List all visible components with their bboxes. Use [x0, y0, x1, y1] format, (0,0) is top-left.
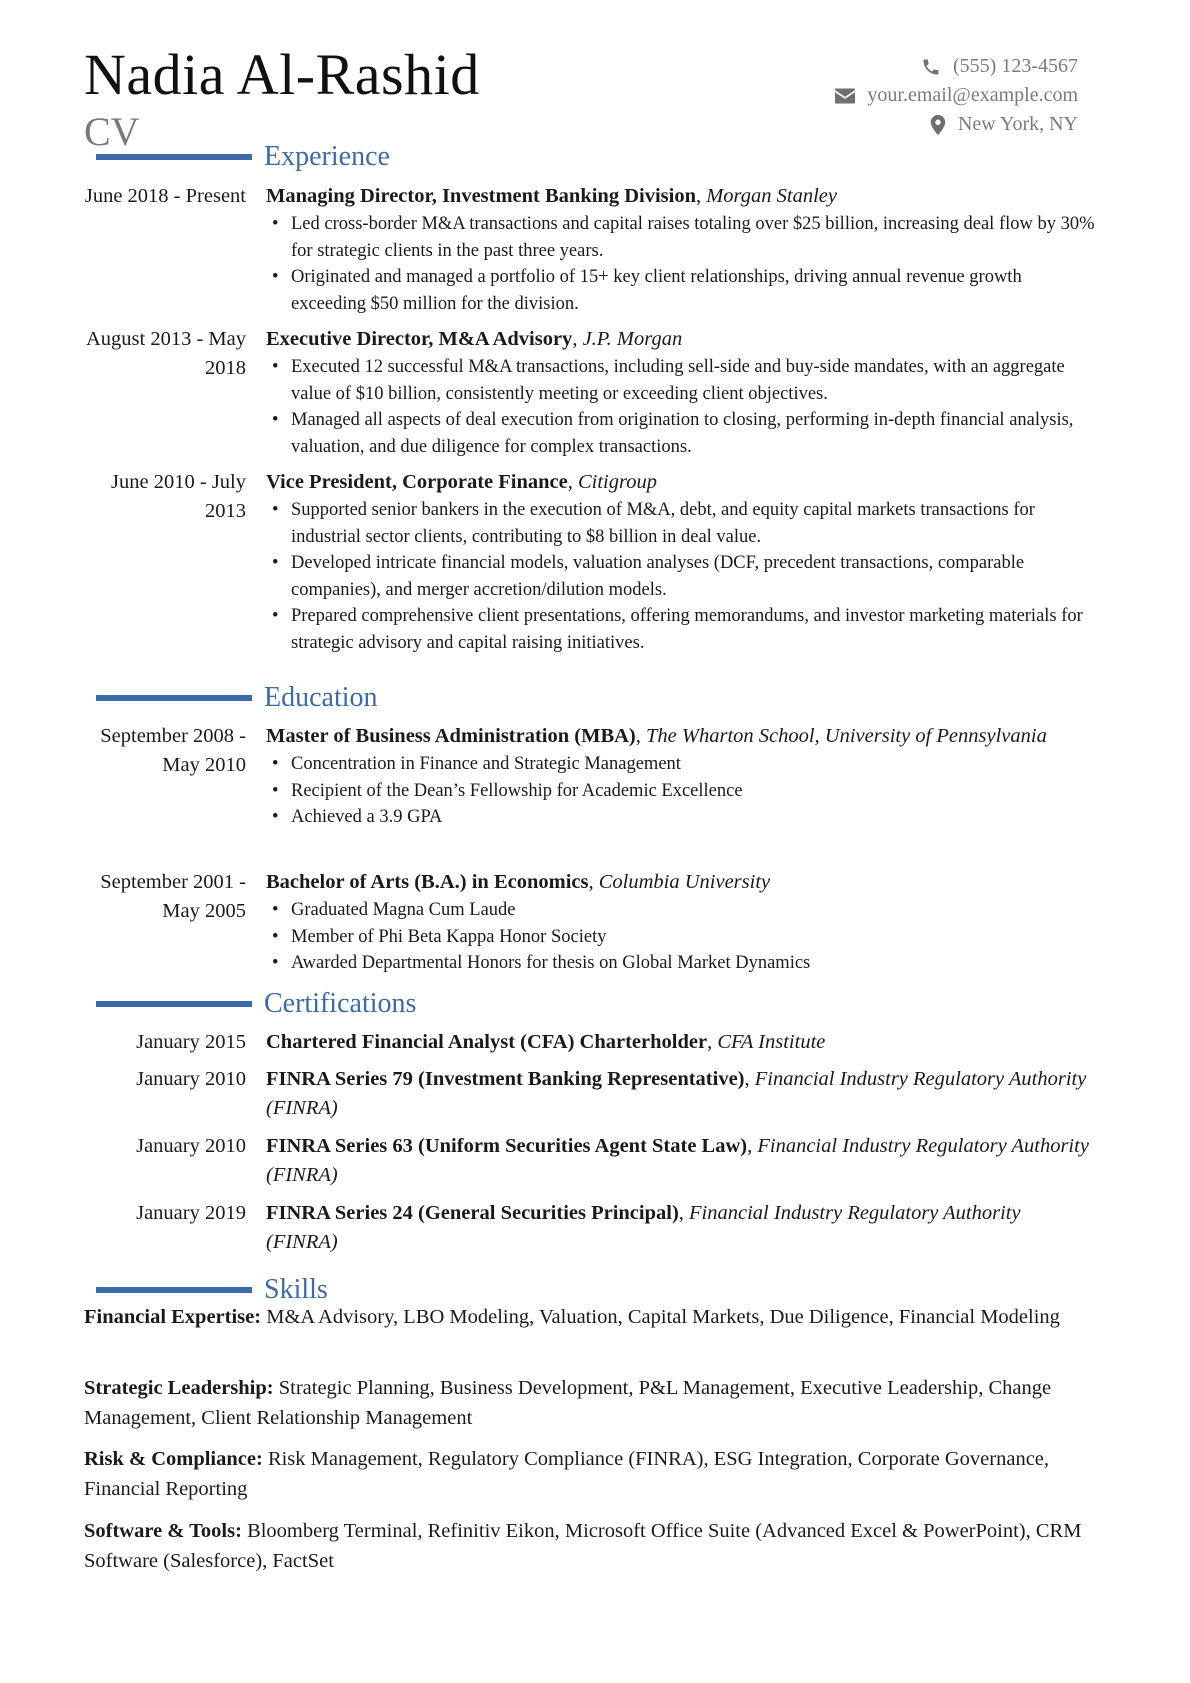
section-skills [96, 1274, 328, 1306]
list-item: • Awarded Departmental Honors for thesis on Global Market Dynamics [266, 950, 1096, 977]
skill-label: Software & Tools: [84, 1520, 242, 1542]
skill-row [84, 1445, 1114, 1504]
entry-role: Executive Director, M&A Advisory [266, 328, 573, 350]
skill-label: Risk & Compliance: [84, 1448, 263, 1470]
entry-organization: CFA Institute [717, 1031, 826, 1053]
skill-row [84, 1517, 1114, 1576]
entry-organization: Morgan Stanley [706, 185, 837, 207]
email-link[interactable]: your.email@example.com [867, 84, 1078, 106]
entry-date: June 2010 - July 2013 [111, 471, 246, 522]
list-item: • Developed intricate financial models, valuation analyses (DCF, precedent transactions, comparable companies), and merger accretion/dilution models. [266, 550, 1096, 603]
list-item: • Originated and managed a portfolio of 15+ key client relationships, driving annual revenue growth exceeding $50 million for the division. [266, 264, 1096, 317]
section-title: Certifications [264, 988, 417, 1019]
entry-role: Managing Director, Investment Banking Division [266, 185, 696, 207]
phone-number: (555) 123-4567 [953, 55, 1078, 77]
list-item: • Member of Phi Beta Kappa Honor Society [266, 924, 1096, 951]
location-text: New York, NY [957, 113, 1078, 135]
section-divider [96, 1287, 252, 1293]
document-subtitle: CV [84, 109, 140, 154]
envelope-icon [835, 88, 855, 104]
skill-row [84, 1374, 1114, 1433]
skill-text: Strategic Planning, Business Development, P&L Management, Executive Leadership, Change Management, Client Relationship Management [84, 1377, 1052, 1429]
certification-entry: January 2019 FINRA Series 24 (General Securities Principal), Financial Industry Regulatory Authority (FINRA) [84, 1199, 1114, 1257]
list-item: • Led cross-border M&A transactions and capital raises totaling over $25 billion, increasing deal flow by 30% for strategic clients in the past three years. [266, 211, 1096, 264]
skill-row [84, 1303, 1114, 1333]
entry-role: FINRA Series 24 (General Securities Principal) [266, 1202, 679, 1224]
list-item: • Concentration in Finance and Strategic Management [266, 751, 1096, 778]
list-item: • Recipient of the Dean’s Fellowship for Academic Excellence [266, 778, 1096, 805]
entry-organization: Columbia University [598, 871, 771, 893]
list-item: • Achieved a 3.9 GPA [266, 804, 1096, 831]
list-item: • Managed all aspects of deal execution from origination to closing, performing in-depth financial analysis, valuation, and due diligence for complex transactions. [266, 407, 1096, 460]
section-divider [96, 154, 252, 160]
contact-phone [835, 52, 1078, 81]
skill-text: M&A Advisory, LBO Modeling, Valuation, Capital Markets, Due Diligence, Financial Modeling [266, 1306, 1060, 1328]
section-education [96, 682, 378, 714]
experience-entry: August 2013 - May 2018 Executive Director, M&A Advisory, J.P. Morgan • Executed 12 successful M&A transactions, including sell-side and buy-side mandates, with an aggregate value of $10 billion, consistently meeting or exceeding client objectives. • Managed all aspects of deal execution from origination to closing, performing in-depth financial analysis, valuation, and due diligence for complex transactions. [84, 325, 1114, 460]
certification-entry: January 2010 FINRA Series 63 (Uniform Securities Agent State Law), Financial Industry Regulatory Authority (FINRA) [84, 1132, 1114, 1190]
entry-role: Chartered Financial Analyst (CFA) Charterholder [266, 1031, 708, 1053]
skill-label: Strategic Leadership: [84, 1377, 274, 1399]
list-item: • Supported senior bankers in the execution of M&A, debt, and equity capital markets transactions for industrial sector clients, contributing to $8 billion in deal value. [266, 497, 1096, 550]
entry-organization: The Wharton School, University of Pennsylvania [646, 725, 1047, 747]
section-experience [96, 141, 390, 173]
skill-label: Financial Expertise: [84, 1306, 262, 1328]
entry-organization: J.P. Morgan [582, 328, 683, 350]
entry-date: January 2015 [136, 1031, 246, 1053]
map-pin-icon [930, 115, 946, 135]
entry-date: January 2010 [136, 1068, 246, 1090]
certification-entry: January 2015 Chartered Financial Analyst (CFA) Charterholder, CFA Institute [84, 1028, 1114, 1057]
candidate-name: Nadia Al-Rashid [84, 42, 480, 107]
phone-icon [921, 57, 941, 77]
entry-role: FINRA Series 63 (Uniform Securities Agent State Law) [266, 1135, 748, 1157]
list-item: • Graduated Magna Cum Laude [266, 897, 1096, 924]
entry-date: June 2018 - Present [84, 185, 246, 207]
section-divider [96, 1001, 252, 1007]
entry-date: January 2010 [136, 1135, 246, 1157]
entry-role: Vice President, Corporate Finance [266, 471, 568, 493]
contact-location [835, 110, 1078, 139]
skill-text: Risk Management, Regulatory Compliance (FINRA), ESG Integration, Corporate Governance, Financial Reporting [84, 1448, 1050, 1500]
section-certifications [96, 988, 416, 1020]
list-item: • Executed 12 successful M&A transactions, including sell-side and buy-side mandates, with an aggregate value of $10 billion, consistently meeting or exceeding client objectives. [266, 354, 1096, 407]
entry-date: January 2019 [136, 1202, 246, 1224]
entry-role: Bachelor of Arts (B.A.) in Economics [266, 871, 589, 893]
education-entry: September 2001 - May 2005 Bachelor of Arts (B.A.) in Economics, Columbia University • Graduated Magna Cum Laude • Member of Phi Beta Kappa Honor Society • Awarded Departmental Honors for thesis on Global Market Dynamics [84, 868, 1114, 977]
contact-block [835, 52, 1078, 139]
section-divider [96, 695, 252, 701]
entry-role: Master of Business Administration (MBA) [266, 725, 636, 747]
section-title: Skills [264, 1274, 328, 1305]
section-title: Education [264, 682, 378, 713]
entry-date: September 2001 - May 2005 [100, 871, 246, 922]
entry-date: August 2013 - May 2018 [85, 328, 246, 379]
entry-date: September 2008 - May 2010 [100, 725, 246, 776]
list-item: • Prepared comprehensive client presentations, offering memorandums, and investor marketing materials for strategic advisory and capital raising initiatives. [266, 603, 1096, 656]
entry-organization: Financial Industry Regulatory Authority (FINRA) [266, 1068, 1087, 1119]
skill-text: Bloomberg Terminal, Refinitiv Eikon, Microsoft Office Suite (Advanced Excel & PowerPoint), CRM Software (Salesforce), FactSet [84, 1520, 1082, 1572]
entry-organization: Financial Industry Regulatory Authority (FINRA) [266, 1135, 1089, 1186]
experience-entry: June 2010 - July 2013 Vice President, Corporate Finance, Citigroup • Supported senior bankers in the execution of M&A, debt, and equity capital markets transactions for industrial sector clients, contributing to $8 billion in deal value. • Developed intricate financial models, valuation analyses (DCF, precedent transactions, comparable companies), and merger accretion/dilution models. • Prepared comprehensive client presentations, offering memorandums, and investor marketing materials for strategic advisory and capital raising initiatives. [84, 468, 1114, 656]
section-title: Experience [264, 141, 390, 172]
entry-organization: Financial Industry Regulatory Authority (FINRA) [266, 1202, 1021, 1253]
contact-email [835, 81, 1078, 110]
certification-entry: January 2010 FINRA Series 79 (Investment Banking Representative), Financial Industry Regulatory Authority (FINRA) [84, 1065, 1114, 1123]
entry-role: FINRA Series 79 (Investment Banking Representative) [266, 1068, 745, 1090]
education-entry: September 2008 - May 2010 Master of Business Administration (MBA), The Wharton School, University of Pennsylvania • Concentration in Finance and Strategic Management • Recipient of the Dean’s Fellowship for Academic Excellence • Achieved a 3.9 GPA [84, 722, 1114, 831]
entry-organization: Citigroup [577, 471, 657, 493]
experience-entry: June 2018 - Present Managing Director, Investment Banking Division, Morgan Stanley • Led cross-border M&A transactions and capital raises totaling over $25 billion, increasing deal flow by 30% for strategic clients in the past three years. • Originated and managed a portfolio of 15+ key client relationships, driving annual revenue growth exceeding $50 million for the division. [84, 182, 1114, 317]
